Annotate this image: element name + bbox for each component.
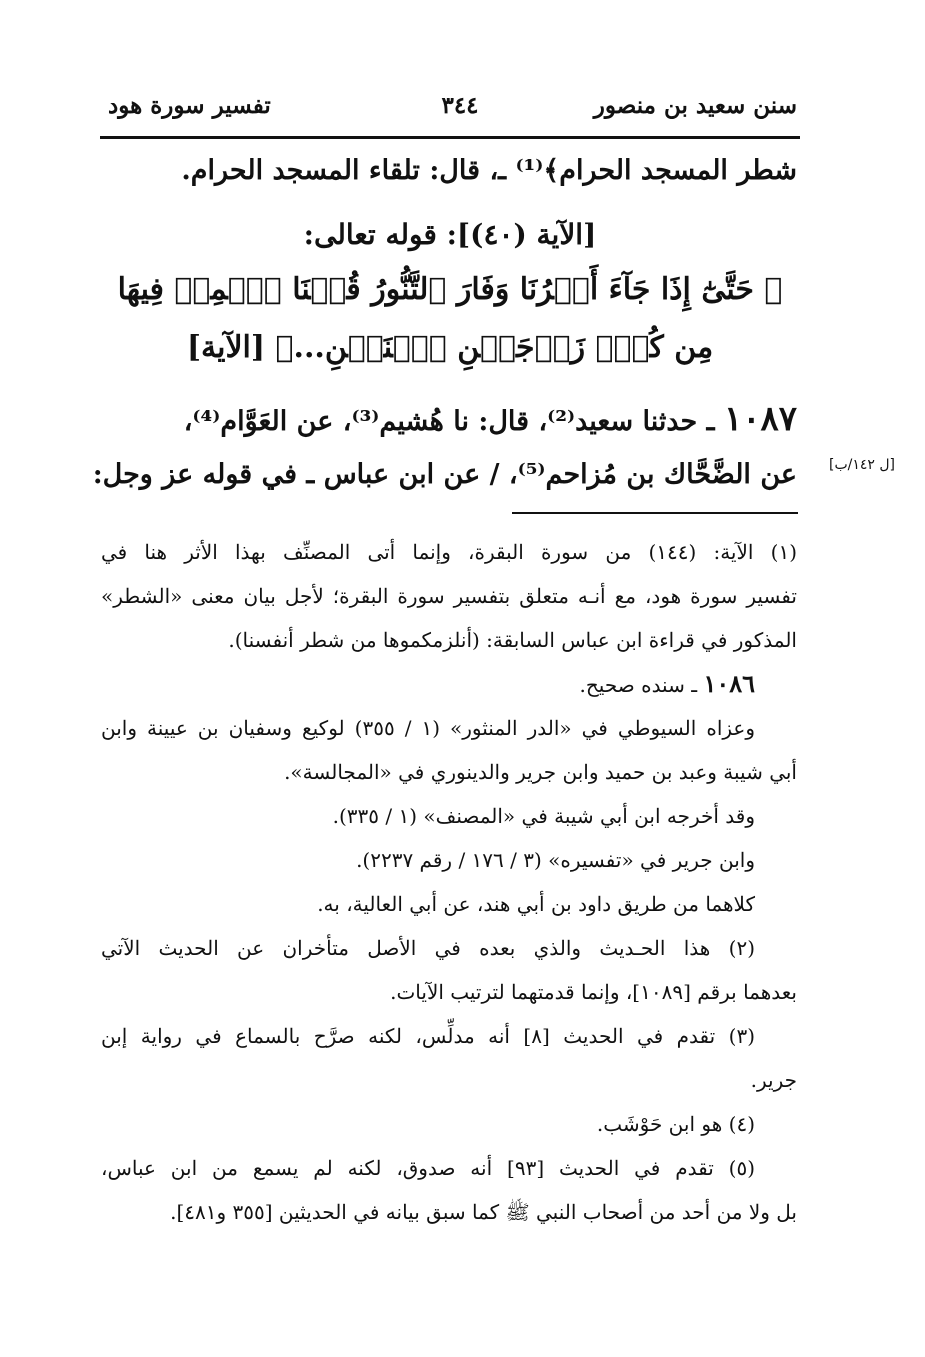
hadith-number: ١٠٨٦ (703, 669, 755, 698)
footnote-line: (٤) هو ابن حَوْشَب. (596, 1112, 755, 1136)
quran-verse-line: مِن كُلّٖ زَوۡجَيۡنِ ٱثۡنَيۡنِ...﴾ [الآية] (186, 330, 714, 365)
hadith-line (97, 390, 797, 451)
footnote-line: (٢) هذا الحـديث والذي بعده في الأصل متأخران عن الحديث الآتي (101, 936, 755, 960)
header-rule (100, 136, 800, 139)
footnote-line: وقد أخرجه ابن أبي شيبة في «المصنف» (١ / ٣٣٥). (332, 804, 755, 828)
footnote-line (101, 662, 755, 707)
main-text-line: شطر المسجد الحرام﴾⁽¹⁾ ـ، قال: تلقاء المسجد الحرام. (181, 155, 797, 186)
footnote-line: تفسير سورة هود، مع أنـه متعلق بتفسير سورة البقرة؛ لأجل بيان معنى «الشطر» (101, 584, 797, 608)
footnote-line: (٣) تقدم في الحديث [٨] أنه مدلِّس، لكنه صرَّح بالسماع في رواية إبن (101, 1024, 755, 1048)
footnote-text: ـ سنده صحيح. (579, 673, 698, 697)
ayah-heading: [الآية (٤٠)]: قوله تعالى: (303, 218, 597, 251)
hadith-text: ـ حدثنا سعيد⁽²⁾، قال: نا هُشيم⁽³⁾، عن العَوَّام⁽⁴⁾، (183, 406, 715, 437)
footnote-line: وعزاه السيوطي في «الدر المنثور» (١ / ٣٥٥) لوكيع وسفيان بن عيينة وابن (101, 716, 756, 740)
footnote-line: أبي شيبة وعبد بن حميد وابن جرير والدينوري في «المجالسة». (284, 760, 797, 784)
footnote-line: جرير. (750, 1068, 797, 1092)
section-title: تفسير سورة هود (108, 92, 271, 119)
page-number: ٣٤٤ (441, 92, 479, 119)
footnote-separator (512, 512, 798, 514)
manuscript-folio-note: [ل ١٤٢/ب] (828, 457, 895, 473)
hadith-number: ١٠٨٧ (723, 399, 797, 439)
footnote-line: وابن جرير في «تفسيره» (٣ / ١٧٦ / رقم ٢٢٣٧). (356, 848, 755, 872)
footnote-line: (٥) تقدم في الحديث [٩٣] أنه صدوق، لكنه لم يسمع من ابن عباس، (101, 1156, 755, 1180)
book-title: سنن سعيد بن منصور (593, 92, 797, 119)
hadith-line: عن الضَّحَّاك بن مُزاحم⁽⁵⁾، / عن ابن عباس ـ في قوله عز وجل: (92, 459, 797, 490)
footnote-line: كلاهما من طريق داود بن أبي هند، عن أبي العالية، به. (317, 892, 755, 916)
footnote-line: بل ولا من أحد من أصحاب النبي ﷺ كما سبق بيانه في الحديثين [٣٥٥ و٤٨١]. (170, 1200, 797, 1224)
footnote-line: المذكور في قراءة ابن عباس السابقة: (أنلزمكموها من شطر أنفسنا). (228, 628, 797, 652)
quran-verse-line: ﴿ حَتَّىٰٓ إِذَا جَآءَ أَمۡرُنَا وَفَارَ ٱلتَّنُّورُ قُلۡنَا ٱحۡمِلۡ فِيهَا (117, 272, 783, 307)
footnote-line: بعدهما برقم [١٠٨٩]، وإنما قدمتهما لترتيب الآيات. (390, 980, 797, 1004)
footnote-line: (١) الآية: (١٤٤) من سورة البقرة، وإنما أتى المصنِّف بهذا الأثر هنا في (101, 540, 797, 564)
